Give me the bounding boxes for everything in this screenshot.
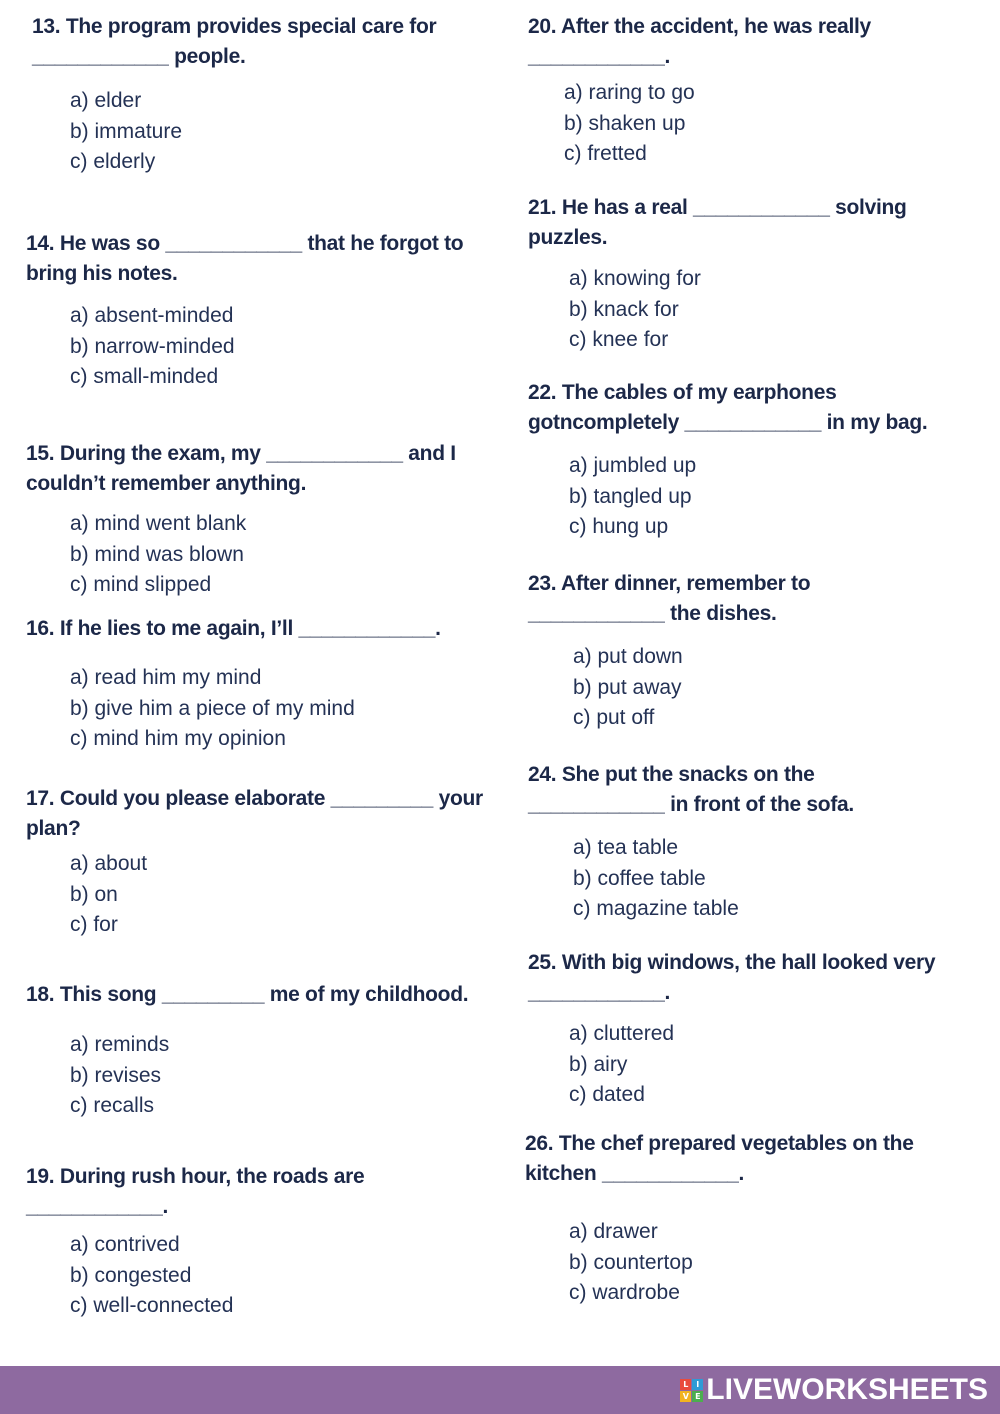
- question-26: [525, 1129, 990, 1309]
- answer-options: [569, 264, 968, 356]
- option-c[interactable]: c) small-minded: [70, 365, 219, 388]
- option-a[interactable]: a) about: [70, 852, 148, 875]
- option-a[interactable]: a) absent-minded: [70, 304, 234, 327]
- answer-options: [573, 642, 838, 734]
- option-b[interactable]: b) tangled up: [569, 484, 692, 508]
- answer-options: [70, 849, 496, 941]
- question-14: [26, 229, 496, 393]
- option-b[interactable]: b) immature: [70, 119, 183, 143]
- option-c[interactable]: c) elderly: [70, 150, 156, 173]
- question-stem: 21. He has a real ____________ solving puzzles.: [528, 196, 907, 249]
- option-a[interactable]: a) jumbled up: [569, 454, 697, 477]
- footer-bar: [0, 1366, 1000, 1414]
- option-c[interactable]: c) well-connected: [70, 1294, 234, 1317]
- option-a[interactable]: a) elder: [70, 89, 142, 112]
- option-a[interactable]: a) mind went blank: [70, 512, 247, 535]
- option-a[interactable]: a) raring to go: [564, 81, 695, 104]
- answer-options: [569, 1019, 968, 1111]
- logo-tile: E: [692, 1391, 703, 1402]
- option-b[interactable]: b) countertop: [569, 1250, 693, 1274]
- question-24: [528, 760, 868, 925]
- question-stem: 18. This song _________ me of my childhood.: [26, 983, 469, 1006]
- option-c[interactable]: c) mind him my opinion: [70, 727, 286, 750]
- question-stem: 25. With big windows, the hall looked very ____________.: [528, 951, 936, 1004]
- option-b[interactable]: b) revises: [70, 1063, 162, 1087]
- option-b[interactable]: b) on: [70, 882, 118, 906]
- option-b[interactable]: b) put away: [573, 675, 682, 699]
- logo-tile: I: [692, 1379, 703, 1390]
- question-stem: 17. Could you please elaborate _________ your plan?: [26, 787, 483, 840]
- option-a[interactable]: a) reminds: [70, 1033, 170, 1056]
- option-b[interactable]: b) airy: [569, 1052, 628, 1076]
- brand-name: LIVEWORKSHEETS: [706, 1373, 988, 1406]
- option-b[interactable]: b) shaken up: [564, 111, 686, 135]
- answer-options: [564, 78, 908, 170]
- logo-tiles-icon: [680, 1379, 703, 1402]
- option-a[interactable]: a) drawer: [569, 1220, 658, 1243]
- logo-tile: V: [680, 1391, 691, 1402]
- option-c[interactable]: c) magazine table: [573, 897, 739, 920]
- question-stem: 14. He was so ____________ that he forgot to bring his notes.: [26, 232, 464, 285]
- option-c[interactable]: c) mind slipped: [70, 573, 212, 596]
- question-18: [26, 980, 506, 1122]
- option-c[interactable]: c) knee for: [569, 328, 669, 351]
- option-c[interactable]: c) dated: [569, 1083, 645, 1106]
- question-17: [26, 784, 496, 941]
- option-b[interactable]: b) mind was blown: [70, 542, 244, 566]
- option-b[interactable]: b) knack for: [569, 297, 679, 321]
- question-stem: 22. The cables of my earphones gotncompletely ____________ in my bag.: [528, 381, 928, 434]
- option-b[interactable]: b) narrow-minded: [70, 334, 235, 358]
- question-20: [528, 12, 908, 170]
- option-a[interactable]: a) cluttered: [569, 1022, 675, 1045]
- answer-options: [70, 86, 462, 178]
- question-stem: 19. During rush hour, the roads are ____________.: [26, 1165, 365, 1218]
- answer-options: [569, 1217, 990, 1309]
- option-c[interactable]: c) for: [70, 913, 118, 936]
- option-c[interactable]: c) put off: [573, 706, 655, 729]
- question-22: [528, 378, 988, 543]
- question-stem: 23. After dinner, remember to ____________ the dishes.: [528, 572, 811, 625]
- answer-options: [70, 1030, 506, 1122]
- question-stem: 13. The program provides special care for ____________ people.: [32, 15, 437, 68]
- question-13: [32, 12, 462, 178]
- question-stem: 16. If he lies to me again, I’ll ____________.: [26, 617, 441, 640]
- option-c[interactable]: c) hung up: [569, 515, 669, 538]
- question-23: [528, 569, 838, 734]
- liveworksheets-logo[interactable]: [680, 1372, 988, 1408]
- option-b[interactable]: b) give him a piece of my mind: [70, 696, 355, 720]
- answer-options: [573, 833, 868, 925]
- answer-options: [70, 509, 496, 601]
- answer-options: [70, 1230, 406, 1322]
- option-a[interactable]: a) read him my mind: [70, 666, 262, 689]
- answer-options: [70, 663, 506, 755]
- option-c[interactable]: c) fretted: [564, 142, 647, 165]
- answer-options: [569, 451, 988, 543]
- question-16: [26, 614, 506, 755]
- question-stem: 20. After the accident, he was really ____________.: [528, 15, 871, 68]
- question-25: [528, 948, 968, 1111]
- question-stem: 15. During the exam, my ____________ and I couldn’t remember anything.: [26, 442, 456, 495]
- option-a[interactable]: a) tea table: [573, 836, 679, 859]
- question-stem: 26. The chef prepared vegetables on the kitchen ____________.: [525, 1132, 914, 1185]
- option-c[interactable]: c) wardrobe: [569, 1281, 680, 1304]
- option-b[interactable]: b) congested: [70, 1263, 192, 1287]
- logo-tile: L: [680, 1379, 691, 1390]
- question-21: [528, 193, 968, 356]
- question-stem: 24. She put the snacks on the ____________ in front of the sofa.: [528, 763, 854, 816]
- option-a[interactable]: a) put down: [573, 645, 683, 668]
- question-15: [26, 439, 496, 601]
- option-c[interactable]: c) recalls: [70, 1094, 155, 1117]
- option-a[interactable]: a) knowing for: [569, 267, 701, 290]
- question-19: [26, 1162, 406, 1322]
- option-b[interactable]: b) coffee table: [573, 866, 706, 890]
- answer-options: [70, 301, 496, 393]
- option-a[interactable]: a) contrived: [70, 1233, 180, 1256]
